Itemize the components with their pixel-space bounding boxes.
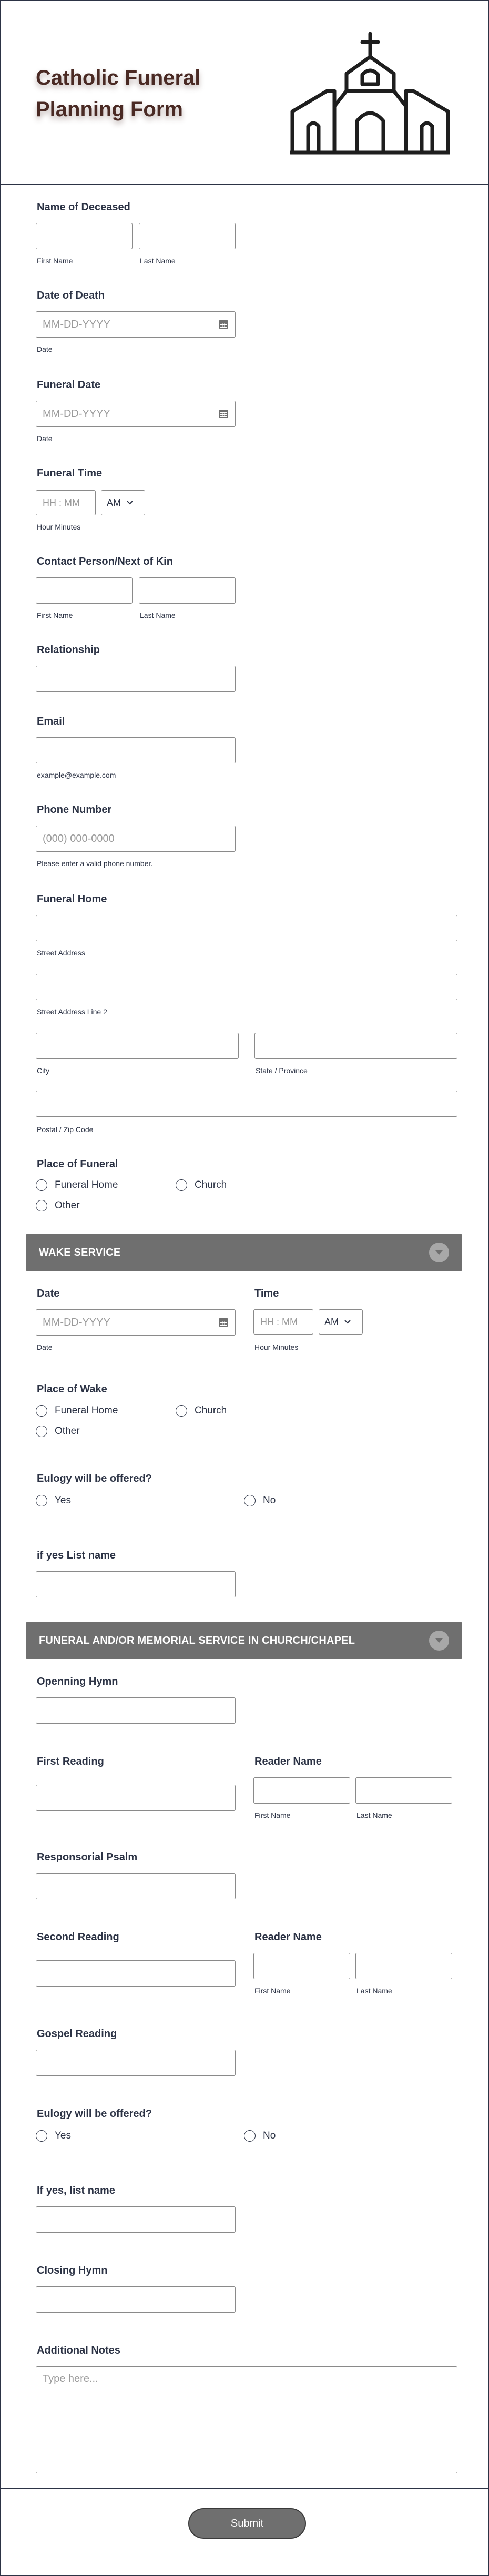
chevron-down-icon [344, 1319, 351, 1325]
funeral-date-input[interactable] [36, 401, 236, 427]
service-eulogy-no-text: No [263, 2130, 276, 2141]
wake-other-radio[interactable] [36, 1426, 47, 1437]
phone-input[interactable] [36, 826, 236, 852]
service-eulogy-label: Eulogy will be offered? [37, 2108, 152, 2120]
deceased-first-name-input[interactable] [36, 223, 133, 249]
second-reading-label: Second Reading [37, 1931, 119, 1943]
street-address-input[interactable] [36, 915, 457, 941]
name-of-deceased-label: Name of Deceased [37, 201, 130, 213]
wake-church-text: Church [195, 1405, 227, 1416]
ampm-value: AM [324, 1316, 339, 1327]
deceased-last-name-input[interactable] [139, 223, 236, 249]
relationship-label: Relationship [37, 644, 100, 656]
place-funeral-home-radio[interactable] [36, 1179, 47, 1191]
wake-eulogy-yes-radio[interactable] [36, 1495, 47, 1506]
funeral-date-label: Funeral Date [37, 379, 101, 391]
wake-eulogy-name-input[interactable] [36, 1571, 236, 1597]
wake-time-sublabel: Hour Minutes [254, 1343, 299, 1351]
wake-service-title: WAKE SERVICE [39, 1246, 121, 1258]
ampm-value: AM [107, 497, 121, 508]
reader2-last-name-input[interactable] [355, 1953, 452, 1979]
email-input[interactable] [36, 737, 236, 763]
service-section-title: FUNERAL AND/OR MEMORIAL SERVICE IN CHURCH/CHAPEL [39, 1634, 355, 1646]
street-address-sublabel: Street Address [37, 949, 85, 957]
place-other-radio[interactable] [36, 1200, 47, 1211]
deceased-first-name-sublabel: First Name [37, 257, 73, 265]
contact-first-name-sublabel: First Name [37, 611, 73, 619]
state-sublabel: State / Province [256, 1066, 308, 1075]
email-sublabel: example@example.com [37, 771, 116, 779]
church-icon [290, 32, 450, 157]
wake-other-text: Other [55, 1426, 80, 1437]
service-eulogy-name-input[interactable] [36, 2206, 236, 2233]
reader2-last-sublabel: Last Name [356, 1987, 392, 1995]
reader1-first-name-input[interactable] [253, 1777, 350, 1804]
date-of-death-sublabel: Date [37, 345, 53, 353]
wake-time-ampm-select[interactable] [319, 1309, 363, 1335]
additional-notes-label: Additional Notes [37, 2345, 120, 2356]
second-reading-input[interactable] [36, 1960, 236, 1987]
date-of-death-input[interactable] [36, 311, 236, 338]
reader1-label: Reader Name [254, 1756, 322, 1767]
reader2-first-name-input[interactable] [253, 1953, 350, 1979]
place-funeral-home-text: Funeral Home [55, 1179, 118, 1190]
wake-eulogy-label: Eulogy will be offered? [37, 1473, 152, 1484]
phone-sublabel: Please enter a valid phone number. [37, 859, 153, 868]
gospel-label: Gospel Reading [37, 2028, 117, 2040]
chevron-down-icon [435, 1638, 443, 1643]
first-reading-input[interactable] [36, 1785, 236, 1811]
funeral-time-ampm-select[interactable] [101, 490, 145, 515]
funeral-date-sublabel: Date [37, 434, 53, 443]
collapse-toggle[interactable] [429, 1631, 449, 1651]
calendar-icon[interactable] [219, 410, 228, 418]
deceased-last-name-sublabel: Last Name [140, 257, 176, 265]
phone-label: Phone Number [37, 804, 112, 816]
place-other-text: Other [55, 1200, 80, 1211]
wake-date-input[interactable] [36, 1309, 236, 1336]
wake-date-label: Date [37, 1288, 60, 1299]
wake-church-radio[interactable] [176, 1405, 187, 1417]
street-address-2-input[interactable] [36, 974, 457, 1000]
contact-first-name-input[interactable] [36, 577, 133, 604]
calendar-icon[interactable] [219, 1318, 228, 1327]
reader1-last-sublabel: Last Name [356, 1811, 392, 1819]
service-eulogy-yes-text: Yes [55, 2130, 71, 2141]
wake-time-input[interactable] [253, 1309, 313, 1335]
service-eulogy-yes-radio[interactable] [36, 2130, 47, 2142]
wake-eulogy-name-label: if yes List name [37, 1550, 116, 1561]
service-eulogy-name-label: If yes, list name [37, 2185, 115, 2196]
reader2-first-sublabel: First Name [254, 1987, 291, 1995]
service-section-header[interactable] [26, 1622, 462, 1659]
reader1-last-name-input[interactable] [355, 1777, 452, 1804]
additional-notes-textarea[interactable] [36, 2366, 457, 2473]
footer-divider [0, 2488, 489, 2489]
service-eulogy-no-radio[interactable] [244, 2130, 256, 2142]
state-input[interactable] [254, 1033, 457, 1059]
contact-last-name-sublabel: Last Name [140, 611, 176, 619]
wake-funeral-home-text: Funeral Home [55, 1405, 118, 1416]
chevron-down-icon [435, 1250, 443, 1255]
reader1-first-sublabel: First Name [254, 1811, 291, 1819]
wake-funeral-home-radio[interactable] [36, 1405, 47, 1417]
place-of-wake-label: Place of Wake [37, 1383, 107, 1395]
city-input[interactable] [36, 1033, 239, 1059]
place-church-text: Church [195, 1179, 227, 1190]
place-church-radio[interactable] [176, 1179, 187, 1191]
postal-code-input[interactable] [36, 1091, 457, 1117]
collapse-toggle[interactable] [429, 1243, 449, 1262]
opening-hymn-input[interactable] [36, 1697, 236, 1724]
contact-last-name-input[interactable] [139, 577, 236, 604]
gospel-input[interactable] [36, 2050, 236, 2076]
calendar-icon[interactable] [219, 320, 228, 329]
page-title: Catholic Funeral Planning Form [36, 66, 201, 121]
first-reading-label: First Reading [37, 1756, 104, 1767]
funeral-time-input[interactable] [36, 490, 96, 515]
street-address-2-sublabel: Street Address Line 2 [37, 1007, 107, 1016]
city-sublabel: City [37, 1066, 50, 1075]
wake-eulogy-no-text: No [263, 1495, 276, 1506]
submit-button[interactable]: Submit [188, 2508, 306, 2539]
opening-hymn-label: Openning Hymn [37, 1676, 118, 1687]
wake-service-section-header[interactable] [26, 1234, 462, 1271]
funeral-time-sublabel: Hour Minutes [37, 523, 81, 531]
psalm-label: Responsorial Psalm [37, 1851, 138, 1863]
chevron-down-icon [126, 500, 134, 505]
place-of-funeral-label: Place of Funeral [37, 1158, 118, 1170]
wake-time-label: Time [254, 1288, 279, 1299]
wake-eulogy-no-radio[interactable] [244, 1495, 256, 1506]
funeral-time-label: Funeral Time [37, 467, 103, 479]
wake-date-sublabel: Date [37, 1343, 53, 1351]
closing-hymn-input[interactable] [36, 2286, 236, 2313]
contact-person-label: Contact Person/Next of Kin [37, 556, 173, 567]
header-divider [0, 184, 489, 185]
reader2-label: Reader Name [254, 1931, 322, 1943]
relationship-input[interactable] [36, 666, 236, 692]
funeral-home-label: Funeral Home [37, 893, 107, 905]
closing-hymn-label: Closing Hymn [37, 2265, 108, 2276]
email-label: Email [37, 716, 65, 727]
psalm-input[interactable] [36, 1873, 236, 1899]
date-of-death-label: Date of Death [37, 290, 105, 301]
wake-eulogy-yes-text: Yes [55, 1495, 71, 1506]
postal-code-sublabel: Postal / Zip Code [37, 1125, 94, 1134]
